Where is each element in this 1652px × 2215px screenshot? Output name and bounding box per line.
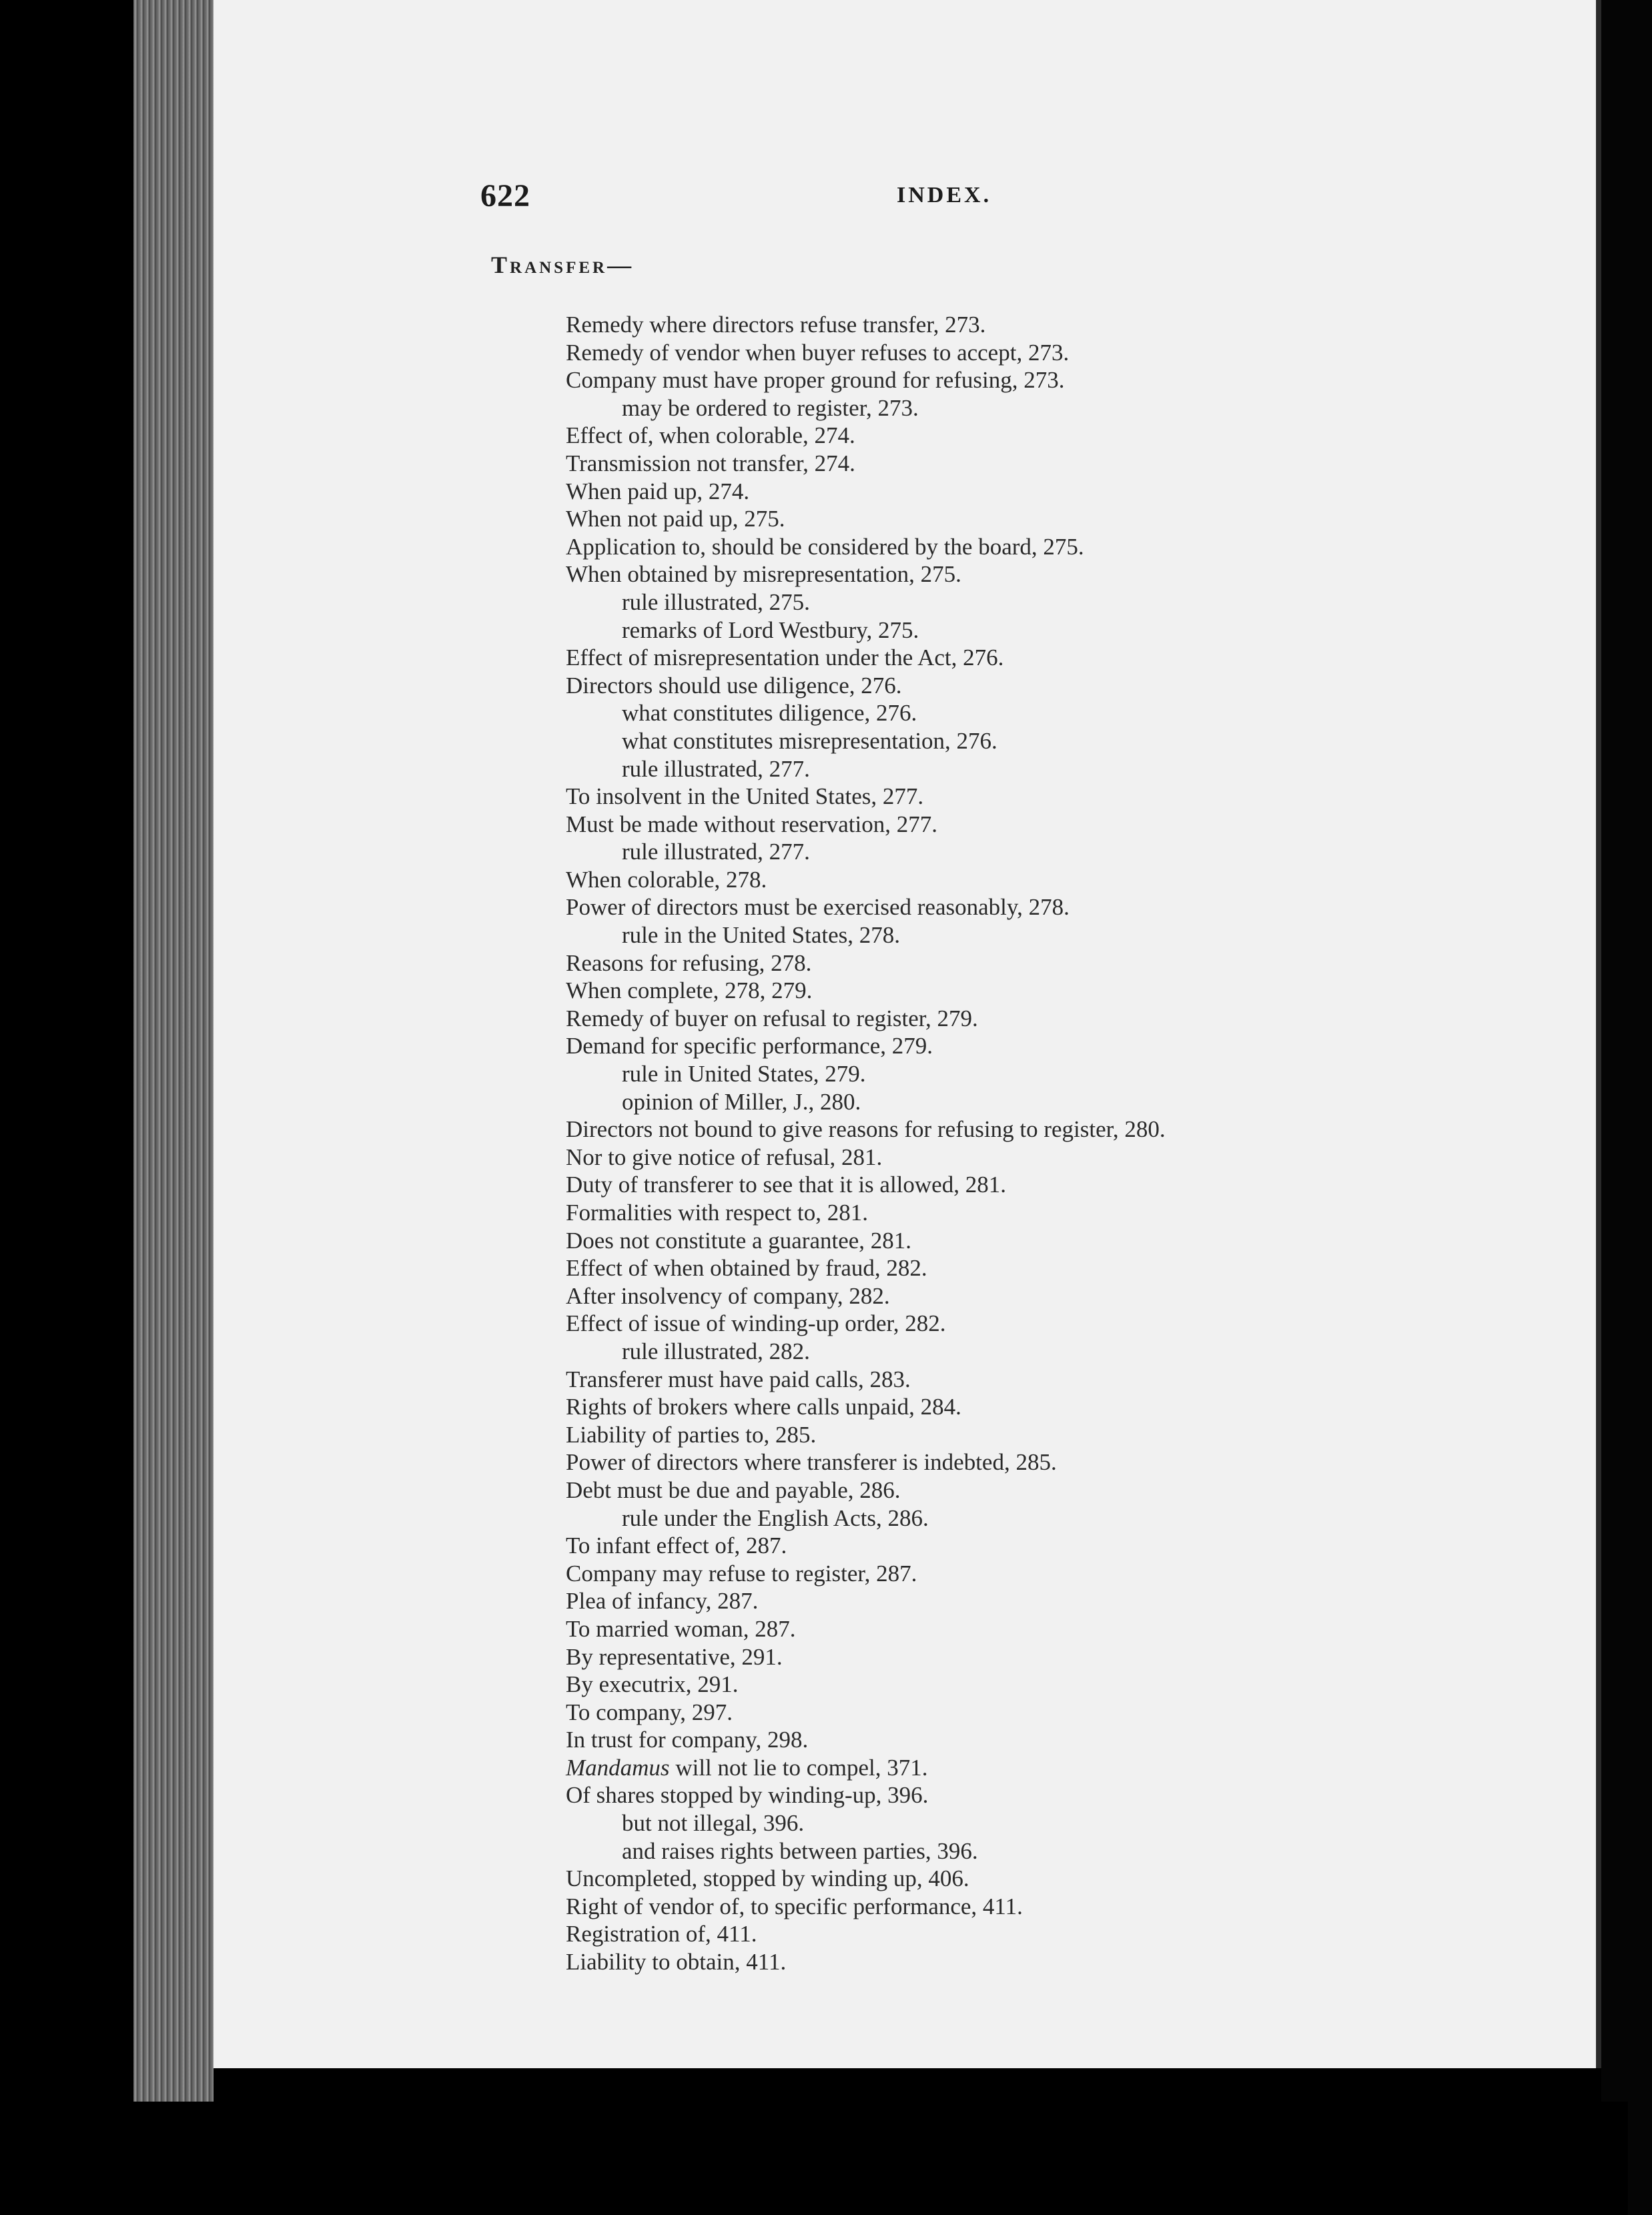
index-entry: Of shares stopped by winding-up, 396.: [566, 1782, 929, 1809]
index-subentry: rule illustrated, 277.: [622, 755, 810, 782]
index-entry: When not paid up, 275.: [566, 506, 785, 532]
index-entry: Effect of misrepresentation under the Act, 276.: [566, 644, 1004, 671]
index-subentry: may be ordered to register, 273.: [622, 394, 919, 421]
page-stack-edge: [133, 0, 214, 2215]
index-entry: Directors not bound to give reasons for refusing to register, 280.: [566, 1116, 1166, 1143]
index-entry: [566, 1754, 1593, 1782]
index-entry: Does not constitute a guarantee, 281.: [566, 1227, 912, 1254]
index-entry: Reasons for refusing, 278.: [566, 949, 812, 976]
index-entry: After insolvency of company, 282.: [566, 1282, 890, 1309]
index-entry: Effect of when obtained by fraud, 282.: [566, 1255, 927, 1282]
index-entry: To infant effect of, 287.: [566, 1532, 787, 1559]
page-number: 622: [480, 178, 530, 213]
index-entry: Effect of issue of winding-up order, 282.: [566, 1310, 946, 1337]
index-entry: When obtained by misrepresentation, 275.: [566, 561, 961, 588]
index-entry-rest: will not lie to compel, 371.: [669, 1754, 928, 1781]
index-entries: [566, 311, 1593, 1976]
index-entry: Remedy of buyer on refusal to register, 279.: [566, 1005, 978, 1031]
index-entry: Nor to give notice of refusal, 281.: [566, 1144, 883, 1170]
index-entry: Uncompleted, stopped by winding up, 406.: [566, 1865, 969, 1892]
index-subentry: what constitutes diligence, 276.: [622, 700, 917, 727]
index-entry: By executrix, 291.: [566, 1671, 739, 1698]
index-entry: Directors should use diligence, 276.: [566, 672, 902, 699]
index-entry: Rights of brokers where calls unpaid, 284.: [566, 1394, 961, 1420]
index-subentry: rule illustrated, 282.: [622, 1338, 810, 1364]
index-entry: In trust for company, 298.: [566, 1727, 809, 1753]
index-entry: Remedy of vendor when buyer refuses to accept, 273.: [566, 339, 1070, 366]
index-subentry: rule in United States, 279.: [622, 1061, 866, 1087]
index-entry: Power of directors where transferer is indebted, 285.: [566, 1449, 1057, 1476]
index-entry: Duty of transferer to see that it is allowed, 281.: [566, 1172, 1006, 1198]
index-entry: Remedy where directors refuse transfer, 273.: [566, 312, 986, 338]
index-heading: Transfer—: [491, 252, 635, 278]
page-header-title: INDEX.: [897, 183, 992, 207]
index-entry: Must be made without reservation, 277.: [566, 811, 937, 837]
index-subentry: and raises rights between parties, 396.: [622, 1837, 978, 1864]
running-head: [480, 177, 1348, 224]
index-subentry: but not illegal, 396.: [622, 1810, 805, 1837]
index-entry: Application to, should be considered by the board, 275.: [566, 533, 1084, 560]
index-subentry: remarks of Lord Westbury, 275.: [622, 616, 919, 643]
index-entry: Liability of parties to, 285.: [566, 1421, 817, 1448]
index-entry: Company may refuse to register, 287.: [566, 1560, 917, 1587]
index-entry: Right of vendor of, to specific performance, 411.: [566, 1893, 1023, 1919]
index-entry: Power of directors must be exercised reasonably, 278.: [566, 894, 1070, 921]
index-subentry: what constitutes misrepresentation, 276.: [622, 727, 997, 754]
scan-background: [1601, 0, 1652, 2215]
index-entry: To married woman, 287.: [566, 1615, 796, 1642]
index-entry: Liability to obtain, 411.: [566, 1949, 787, 1975]
index-subentry: opinion of Miller, J., 280.: [622, 1088, 861, 1115]
index-entry: Transferer must have paid calls, 283.: [566, 1366, 911, 1392]
index-entry: Company must have proper ground for refusing, 273.: [566, 367, 1065, 394]
index-entry: When colorable, 278.: [566, 866, 767, 893]
index-subentry: rule illustrated, 277.: [622, 839, 810, 865]
scan-bottom-background: [133, 2102, 1628, 2215]
index-entry: To company, 297.: [566, 1699, 733, 1725]
index-subentry: rule under the English Acts, 286.: [622, 1504, 929, 1531]
index-entry-italic-term: Mandamus: [566, 1754, 670, 1781]
index-entry: To insolvent in the United States, 277.: [566, 783, 924, 810]
index-entry: Effect of, when colorable, 274.: [566, 422, 855, 449]
index-subentry: rule illustrated, 275.: [622, 588, 810, 615]
index-entry: Demand for specific performance, 279.: [566, 1033, 933, 1059]
index-entry: Transmission not transfer, 274.: [566, 450, 855, 476]
index-entry: Registration of, 411.: [566, 1921, 757, 1947]
index-entry: By representative, 291.: [566, 1643, 783, 1670]
index-entry: Formalities with respect to, 281.: [566, 1200, 868, 1226]
index-entry: Debt must be due and payable, 286.: [566, 1476, 901, 1503]
index-entry: When paid up, 274.: [566, 478, 750, 504]
index-subentry: rule in the United States, 278.: [622, 922, 901, 949]
index-entry: Plea of infancy, 287.: [566, 1588, 759, 1615]
index-entry: When complete, 278, 279.: [566, 977, 813, 1004]
